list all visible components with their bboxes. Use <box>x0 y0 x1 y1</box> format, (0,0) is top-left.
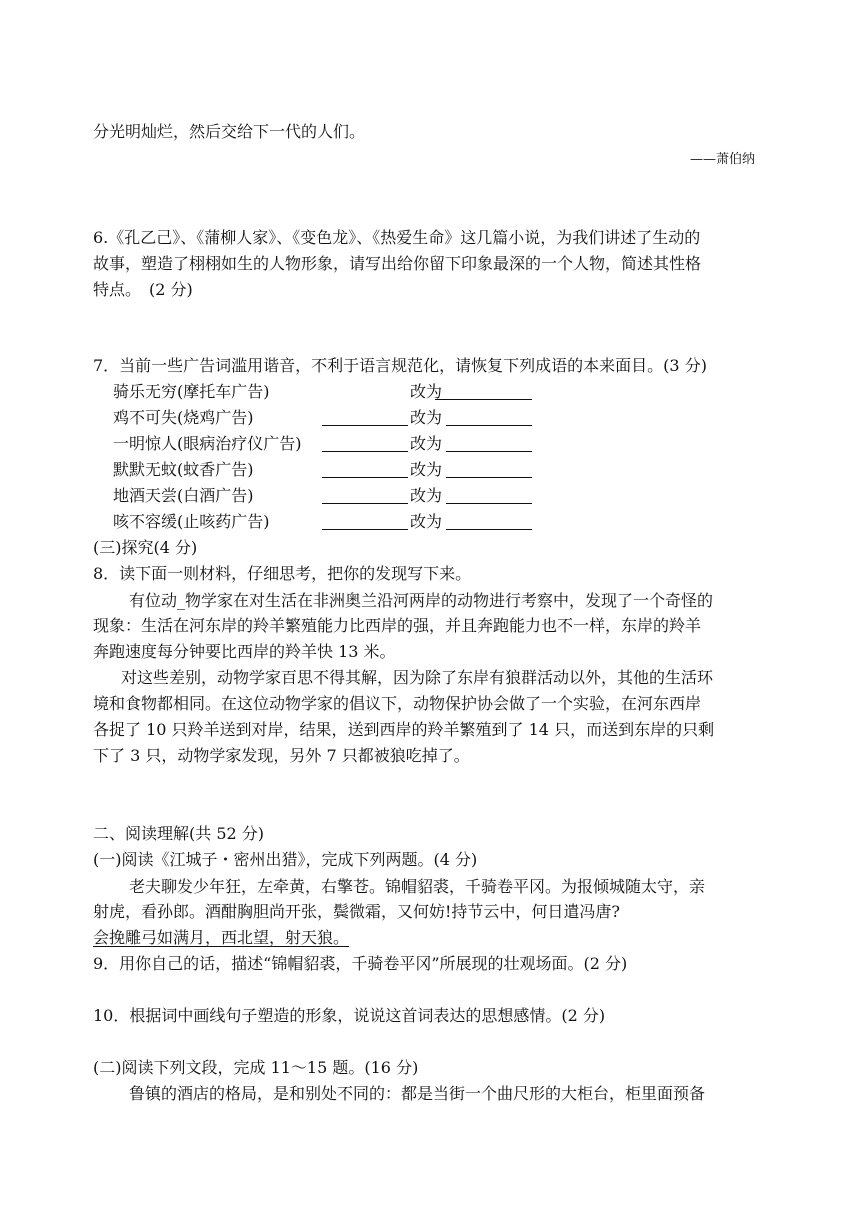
change-word: 改为 <box>410 408 443 427</box>
change-word: 改为 <box>410 382 443 401</box>
q8-paragraph-line: 境和食物都相同。在这位动物学家的倡议下，动物保护协会做了一个实验，在河东西岸 <box>93 694 702 713</box>
change-word: 改为 <box>410 460 443 479</box>
q8-paragraph-line: 现象：生活在河东岸的羚羊繁殖能力比西岸的强，并且奔跑能力也不一样，东岸的羚羊 <box>93 616 702 635</box>
q7-idiom: 地酒天尝(白酒广告) <box>113 486 254 505</box>
answer-blank[interactable] <box>446 487 532 504</box>
poem-line: 射虎，看孙郎。酒酣胸胆尚开张，鬓微霜，又何妨!持节云中，何日遣冯唐? <box>93 902 621 921</box>
q6-line: 特点。 (2 分) <box>93 280 193 299</box>
q8-paragraph-line: 对这些差别，动物学家百思不得其解，因为除了东岸有狼群活动以外，其他的生活环 <box>121 668 714 687</box>
q7-row <box>113 511 813 533</box>
q8-paragraph-line: 各捉了 10 只羚羊送到对岸，结果，送到西岸的羚羊繁殖到了 14 只，而送到东岸的只剩 <box>93 720 715 739</box>
answer-blank[interactable] <box>446 513 532 530</box>
answer-blank[interactable] <box>446 461 532 478</box>
q7-prompt: 7．当前一些广告词滥用谐音，不利于语言规范化，请恢复下列成语的本来面目。(3 分) <box>93 356 707 375</box>
passage-line: 鲁镇的酒店的格局，是和别处不同的：都是当街一个曲尺形的大柜台，柜里面预备 <box>129 1084 706 1103</box>
q7-idiom: 一明惊人(眼病治疗仪广告) <box>113 434 302 453</box>
q7-row <box>113 485 813 507</box>
change-word: 改为 <box>410 512 443 531</box>
answer-blank[interactable] <box>322 409 408 426</box>
q7-row <box>113 433 813 455</box>
q6-line: 故事，塑造了栩栩如生的人物形象，请写出给你留下印象最深的一个人物，简述其性格 <box>93 254 702 273</box>
answer-blank[interactable] <box>322 513 408 530</box>
section-heading: (三)探究(4 分) <box>93 538 198 557</box>
answer-blank[interactable] <box>322 487 408 504</box>
q7-row <box>113 381 813 403</box>
subsection-heading: (二)阅读下列文段，完成 11～15 题。(16 分) <box>93 1058 419 1077</box>
answer-blank[interactable] <box>322 435 408 452</box>
q7-row <box>113 459 813 481</box>
question-9: 9．用你自己的话，描述“锦帽貂裘，千骑卷平冈”所展现的壮观场面。(2 分) <box>93 954 628 973</box>
answer-blank[interactable] <box>322 461 408 478</box>
question-10: 10．根据词中画线句子塑造的形象，说说这首词表达的思想感情。(2 分) <box>93 1006 606 1025</box>
part-heading: 二、阅读理解(共 52 分) <box>93 824 265 843</box>
q8-paragraph-line: 有位动_物学家在对生活在非洲奥兰沿河两岸的动物进行考察中，发现了一个奇怪的 <box>129 591 714 610</box>
top-line: 分光明灿烂，然后交给下一代的人们。 <box>93 122 366 141</box>
poem-underlined-line: 会挽雕弓如满月，西北望，射天狼。 <box>93 928 350 947</box>
answer-blank[interactable] <box>446 383 532 400</box>
answer-blank[interactable] <box>446 435 532 452</box>
q8-paragraph-line: 奔跑速度每分钟要比西岸的羚羊快 13 米。 <box>93 642 396 661</box>
q8-paragraph-line: 下了 3 只，动物学家发现，另外 7 只都被狼吃掉了。 <box>93 746 470 765</box>
q7-idiom: 咳不容缓(止咳药广告) <box>113 512 270 531</box>
q7-idiom: 默默无蚊(蚊香广告) <box>113 460 254 479</box>
q7-row <box>113 407 813 429</box>
change-word: 改为 <box>410 434 443 453</box>
attribution: ——萧伯纳 <box>690 152 756 167</box>
answer-blank[interactable] <box>446 409 532 426</box>
subsection-heading: (一)阅读《江城子・密州出猎》，完成下列两题。(4 分) <box>93 850 478 869</box>
change-word: 改为 <box>410 486 443 505</box>
q8-prompt: 8．读下面一则材料，仔细思考，把你的发现写下来。 <box>93 564 472 583</box>
q6-line: 6.《孔乙己》、《蒲柳人家》、《变色龙》、《热爱生命》这几篇小说，为我们讲述了生动的 <box>93 228 701 247</box>
q7-idiom: 鸡不可失(烧鸡广告) <box>113 408 254 427</box>
q7-idiom: 骑乐无穷(摩托车广告) <box>113 382 270 401</box>
poem-line: 老夫聊发少年狂，左牵黄，右擎苍。锦帽貂裘，千骑卷平冈。为报倾城随太守，亲 <box>129 877 706 896</box>
